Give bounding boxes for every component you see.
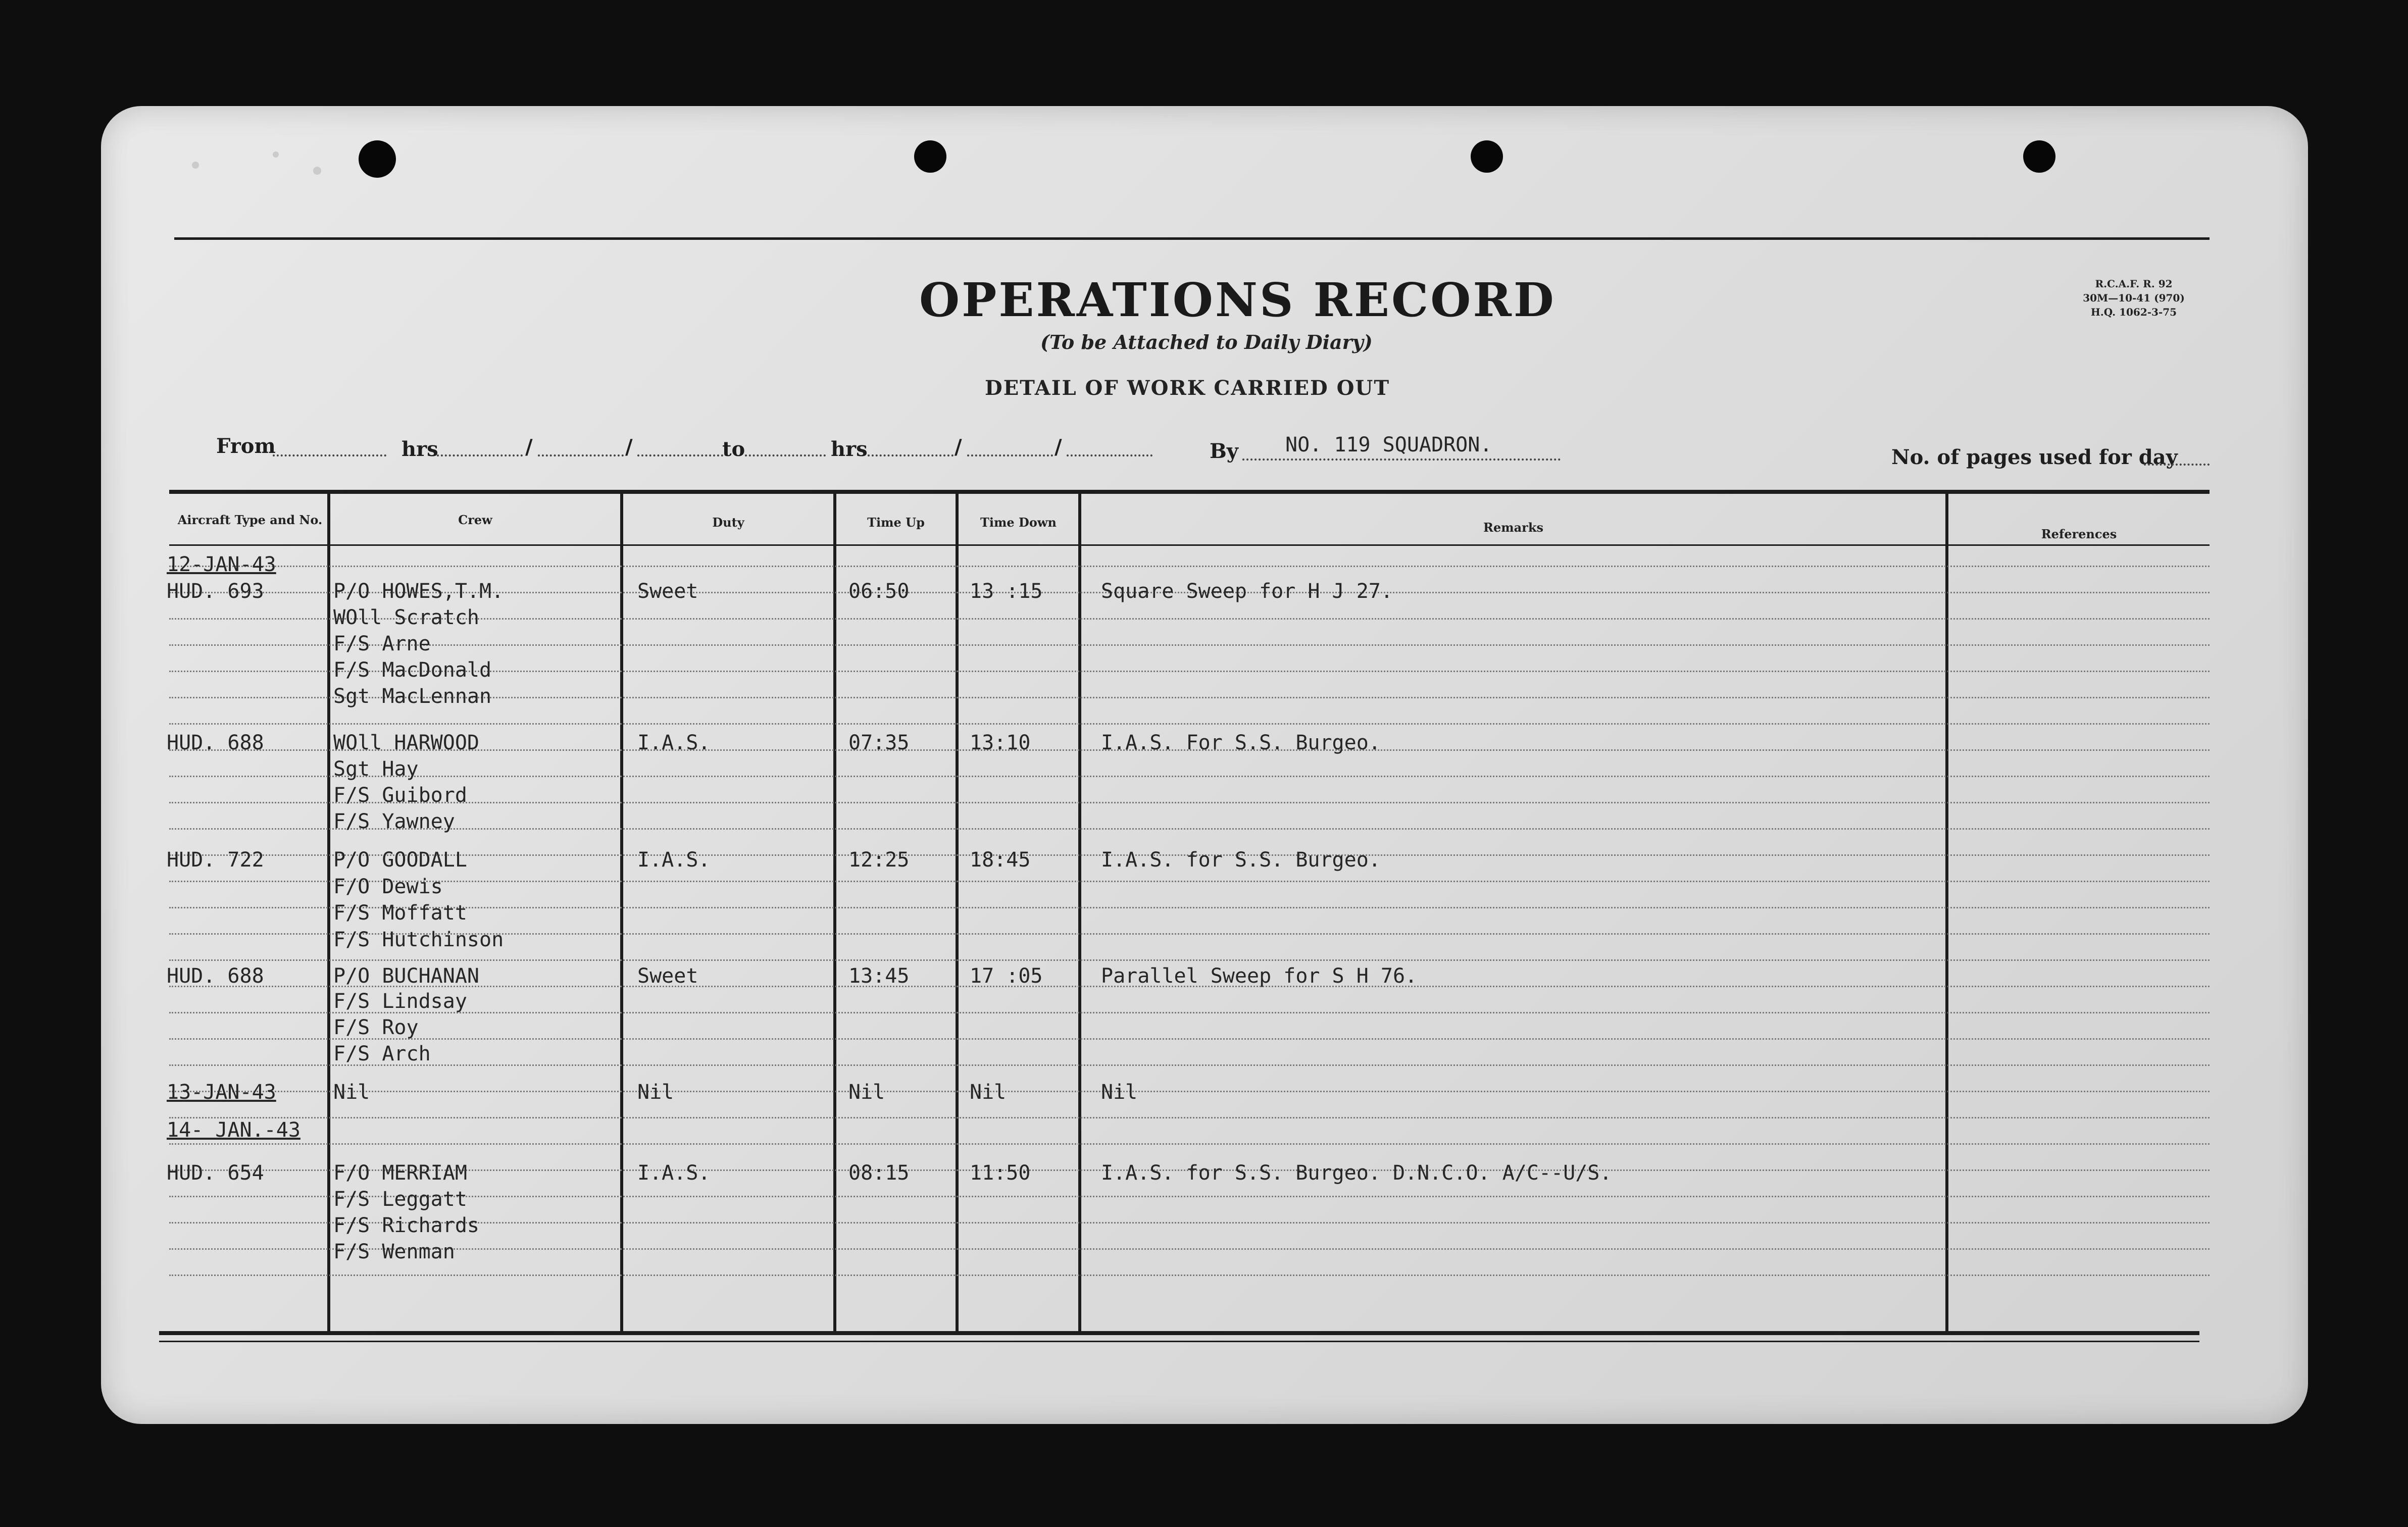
- ruled-line: [169, 1064, 2210, 1066]
- ruled-line: [169, 959, 2210, 961]
- entry-crew: F/S Moffatt: [333, 901, 467, 925]
- ruled-line: [169, 907, 2210, 908]
- entry-time-up: 08:15: [848, 1161, 910, 1185]
- ruled-line: [169, 881, 2210, 882]
- punch-hole: [914, 140, 946, 173]
- date-blank: [967, 454, 1053, 456]
- hrs-label: hrs: [831, 437, 868, 461]
- entry-remarks: I.A.S. for S.S. Burgeo. D.N.C.O. A/C--U/S.: [1101, 1161, 1612, 1185]
- entry-aircraft: 12-JAN-43: [167, 553, 276, 576]
- entry-crew: F/S Arne: [333, 632, 431, 655]
- entry-time-down: 13 :15: [970, 580, 1043, 603]
- ruled-line: [169, 1143, 2210, 1145]
- ruled-line: [169, 1012, 2210, 1013]
- form-title: OPERATIONS RECORD: [919, 273, 1556, 327]
- ink-speck: [192, 162, 199, 169]
- entry-crew: P/O GOODALL: [333, 848, 467, 872]
- entry-crew: WOll Scratch: [333, 606, 479, 629]
- entry-aircraft: HUD. 722: [167, 848, 264, 872]
- entry-crew: Sgt Hay: [333, 757, 419, 781]
- entry-crew: F/S MacDonald: [333, 658, 492, 682]
- col-divider: [833, 490, 836, 1335]
- hrs-label: hrs: [402, 437, 438, 461]
- header-references: References: [2041, 527, 2117, 541]
- punch-hole: [2023, 140, 2055, 173]
- ink-speck: [273, 151, 279, 158]
- form-detail-heading: DETAIL OF WORK CARRIED OUT: [985, 376, 1390, 400]
- table-top-rule: [169, 490, 2210, 494]
- entry-crew: F/S Guibord: [333, 784, 467, 807]
- entry-crew: F/S Leggatt: [333, 1188, 467, 1211]
- hrs-blank: [437, 454, 523, 456]
- entry-remarks: Nil: [1101, 1081, 1138, 1104]
- ruled-line: [169, 566, 2210, 567]
- entry-time-down: 17 :05: [970, 964, 1043, 988]
- from-blank: [273, 454, 386, 456]
- entry-aircraft: 13-JAN-43: [167, 1081, 276, 1104]
- entry-crew: F/O Dewis: [333, 875, 443, 898]
- ruled-line: [169, 1248, 2210, 1250]
- table-bottom-rule: [159, 1331, 2199, 1335]
- header-time-down: Time Down: [980, 515, 1057, 530]
- entry-time-up: 06:50: [848, 580, 910, 603]
- entry-time-up: 13:45: [848, 964, 910, 988]
- entry-time-down: 13:10: [970, 731, 1031, 754]
- entry-duty: I.A.S.: [637, 731, 711, 754]
- ruled-line: [169, 1196, 2210, 1197]
- entry-aircraft: 14- JAN.-43: [167, 1118, 300, 1142]
- entry-time-down: 11:50: [970, 1161, 1031, 1185]
- entry-crew: F/S Roy: [333, 1016, 419, 1039]
- from-label: From: [216, 434, 276, 458]
- entry-crew: F/S Richards: [333, 1214, 479, 1237]
- entry-aircraft: HUD. 693: [167, 580, 264, 603]
- ruled-line: [169, 1117, 2210, 1118]
- hrs-blank: [868, 454, 954, 456]
- entry-remarks: Parallel Sweep for S H 76.: [1101, 964, 1418, 988]
- header-duty: Duty: [712, 515, 744, 530]
- form-code-line: R.C.A.F. R. 92: [2095, 278, 2173, 290]
- slash: /: [525, 435, 533, 459]
- entry-remarks: I.A.S. for S.S. Burgeo.: [1101, 848, 1381, 872]
- ruled-line: [169, 1275, 2210, 1276]
- col-divider: [327, 490, 330, 1335]
- entry-aircraft: HUD. 654: [167, 1161, 264, 1185]
- entry-crew: Sgt MacLennan: [333, 685, 492, 708]
- ruled-line: [169, 723, 2210, 725]
- entry-crew: P/O HOWES,T.M.: [333, 580, 504, 603]
- by-blank: [1242, 459, 1561, 461]
- entry-time-up: Nil: [848, 1081, 885, 1104]
- entry-crew: F/S Yawney: [333, 810, 455, 833]
- entry-remarks: I.A.S. For S.S. Burgeo.: [1101, 731, 1381, 754]
- ruled-line: [169, 776, 2210, 777]
- entry-time-up: 07:35: [848, 731, 910, 754]
- col-divider: [956, 490, 959, 1335]
- entry-crew: F/S Wenman: [333, 1240, 455, 1263]
- header-remarks: Remarks: [1483, 520, 1543, 535]
- ruled-line: [169, 1038, 2210, 1040]
- entry-crew: WOll HARWOOD: [333, 731, 479, 754]
- entry-crew: F/O MERRIAM: [333, 1161, 467, 1185]
- date-blank: [1067, 454, 1152, 456]
- entry-remarks: Square Sweep for H J 27.: [1101, 580, 1393, 603]
- header-crew: Crew: [458, 513, 492, 527]
- entry-time-down: 18:45: [970, 848, 1031, 872]
- col-divider: [1945, 490, 1948, 1335]
- slash: /: [955, 435, 962, 459]
- to-label: to: [722, 437, 745, 461]
- entry-duty: I.A.S.: [637, 1161, 711, 1185]
- col-divider: [620, 490, 623, 1335]
- entry-crew: P/O BUCHANAN: [333, 964, 479, 988]
- ruled-line: [169, 1091, 2210, 1092]
- entry-time-down: Nil: [970, 1081, 1007, 1104]
- entry-crew: F/S Arch: [333, 1042, 431, 1065]
- entry-duty: Nil: [637, 1081, 674, 1104]
- entry-crew: Nil: [333, 1081, 370, 1104]
- form-code-line: 30M—10-41 (970): [2083, 292, 2185, 304]
- entry-crew: F/S Lindsay: [333, 990, 467, 1013]
- table-header-rule: [169, 544, 2210, 546]
- entry-duty: I.A.S.: [637, 848, 711, 872]
- entry-duty: Sweet: [637, 580, 698, 603]
- entry-crew: F/S Hutchinson: [333, 928, 504, 951]
- date-blank: [538, 454, 624, 456]
- slash: /: [625, 435, 633, 459]
- table-bottom-rule-thin: [159, 1341, 2199, 1342]
- punch-hole: [1471, 140, 1503, 173]
- punch-hole: [359, 140, 396, 178]
- header-aircraft: Aircraft Type and No.: [177, 513, 323, 527]
- form-code-line: H.Q. 1062-3-75: [2090, 306, 2177, 318]
- form-subtitle: (To be Attached to Daily Diary): [1040, 331, 1373, 353]
- ruled-line: [169, 828, 2210, 830]
- ink-speck: [313, 167, 321, 175]
- entry-duty: Sweet: [637, 964, 698, 988]
- pages-label: No. of pages used for day: [1891, 445, 2178, 469]
- top-rule: [174, 237, 2210, 240]
- to-blank: [745, 454, 826, 456]
- entry-aircraft: HUD. 688: [167, 731, 264, 754]
- by-label: By: [1210, 439, 1239, 463]
- pages-blank: [2144, 464, 2210, 466]
- header-time-up: Time Up: [867, 515, 925, 530]
- form-code: [2076, 277, 2192, 319]
- col-divider: [1078, 490, 1081, 1335]
- entry-time-up: 12:25: [848, 848, 910, 872]
- date-blank: [637, 454, 723, 456]
- by-value: NO. 119 SQUADRON.: [1285, 433, 1492, 456]
- entry-aircraft: HUD. 688: [167, 964, 264, 988]
- ruled-line: [169, 644, 2210, 646]
- ruled-line: [169, 802, 2210, 803]
- slash: /: [1055, 435, 1062, 459]
